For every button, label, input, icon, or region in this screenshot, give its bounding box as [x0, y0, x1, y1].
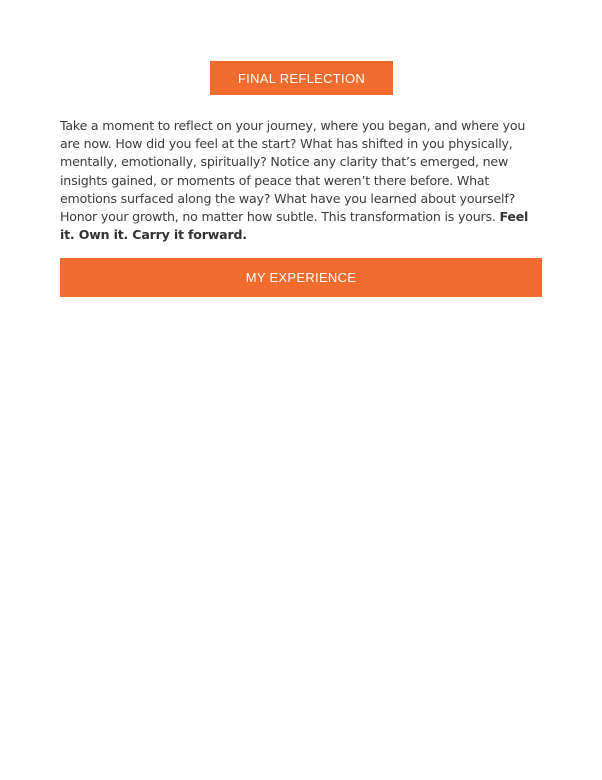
final-reflection-banner	[210, 61, 393, 95]
reflection-text: Take a moment to reflect on your journey, where you began, and where you are now. How did you feel at the start? What has shifted in you physically, mentally, emotionally, spiritually? Notice any clarity that’s emerged, new insights gained, or moments of peace that weren’t there before. What emotions surfaced along the way? What have you learned about yourself? Honor your growth, no matter how subtle. This transformation is yours.	[60, 118, 526, 225]
reflection-paragraph	[60, 117, 544, 244]
final-reflection-title: FINAL REFLECTION	[237, 70, 366, 86]
my-experience-banner	[60, 258, 542, 297]
reflection-emphasis: Feel it. Own it. Carry it forward.	[60, 209, 529, 243]
my-experience-title: MY EXPERIENCE	[245, 270, 357, 285]
